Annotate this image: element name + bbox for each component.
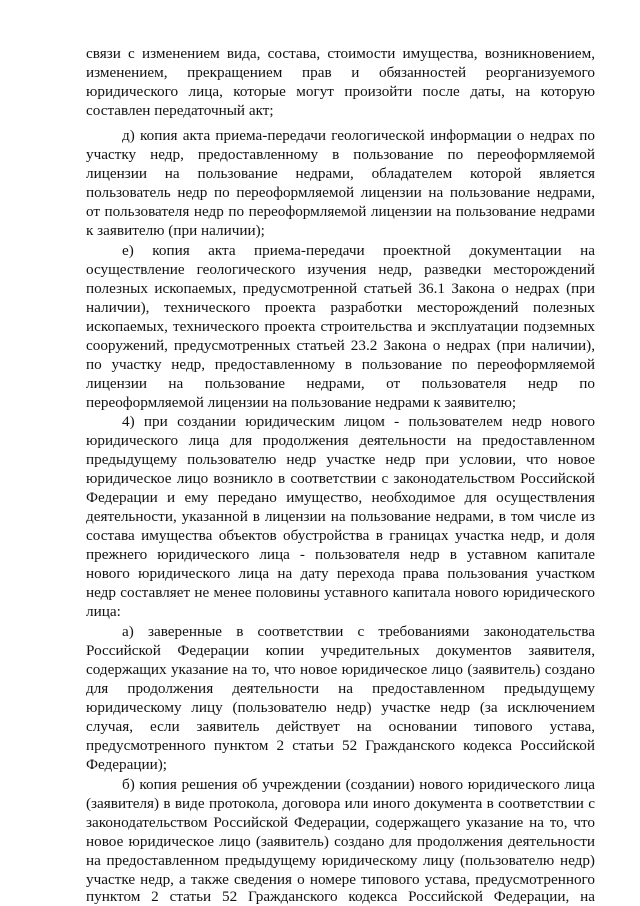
text-line: 4) при создании юридическим лицом - пользователем недр нового <box>122 413 595 430</box>
text-line: юридическому лицу (пользователю недр) участке недр (за исключением <box>86 699 595 716</box>
text-line: сооружений, предусмотренных статьей 23.2 Закона о недрах (при наличии), <box>86 337 595 354</box>
text-line: по участку недр, предоставленному в пользование по переоформляемой <box>86 356 595 373</box>
text-line: от пользователя недр по переоформляемой лицензии на пользование недрами <box>86 203 595 220</box>
text-line: а) заверенные в соответствии с требованиями законодательства <box>122 623 595 640</box>
text-line: предыдущему пользователю недр участке недр при условии, что новое <box>86 451 595 468</box>
text-line: Федерации и ему передано имущество, необходимое для осуществления <box>86 489 595 506</box>
text-line: содержащих указание на то, что новое юридическое лицо (заявитель) создано <box>86 661 595 678</box>
text-line: (заявителя) в виде протокола, договора или иного документа в соответствии с <box>86 795 595 812</box>
text-line: пунктом 2 статьи 52 Гражданского кодекса Российской Федерации, на <box>86 888 595 905</box>
text-line: д) копия акта приема-передачи геологической информации о недрах по <box>122 127 595 144</box>
text-line: Российской Федерации копии учредительных документов заявителя, <box>86 642 595 659</box>
text-line: осуществление геологического изучения недр, разведки месторождений <box>86 261 595 278</box>
text-line: полезных ископаемых, предусмотренной статьей 36.1 Закона о недрах (при <box>86 280 595 297</box>
text-line: переоформляемой лицензии на пользование недрами к заявителю; <box>86 394 517 411</box>
text-line: пользователь недр по переоформляемой лицензии на пользование недрами, <box>86 184 595 201</box>
text-line: составлен передаточный акт; <box>86 102 274 119</box>
text-line: лицензии на пользование недрами, от пользователя недр по <box>86 375 595 392</box>
text-line: наличии), технического проекта разработки месторождений полезных <box>86 299 595 316</box>
text-line: участку недр, предоставленному в пользование по переоформляемой <box>86 146 595 163</box>
text-line: предусмотренного пунктом 2 статьи 52 Гражданского кодекса Российской <box>86 737 595 754</box>
text-line: юридического лица, которые могут произойти после даты, на которую <box>86 83 595 100</box>
text-line: нового юридического лица на дату перехода права пользования участком <box>86 565 595 582</box>
text-line: связи с изменением вида, состава, стоимости имущества, возникновением, <box>86 45 595 62</box>
text-line: юридического лица для продолжения деятельности на предоставленном <box>86 432 595 449</box>
text-line: случая, если заявитель действует на основании типового устава, <box>86 718 595 735</box>
text-line: на предоставленном предыдущему юридическому лицу (пользователю недр) <box>86 852 595 869</box>
text-line: ископаемых, технического проекта строительства и эксплуатации подземных <box>86 318 595 335</box>
text-line: новое юридическое лицо (заявитель) создано для продолжения деятельности <box>86 833 595 850</box>
text-line: лица: <box>86 603 121 620</box>
text-line: б) копия решения об учреждении (создании) нового юридического лица <box>122 776 595 793</box>
text-line: юридическое лицо возникло в соответствии с законодательством Российской <box>86 470 595 487</box>
text-line: е) копия акта приема-передачи проектной документации на <box>122 242 595 259</box>
text-line: для продолжения деятельности на предоставленном предыдущему <box>86 680 595 697</box>
text-line: недр составляет не менее половины уставного капитала нового юридического <box>86 584 595 601</box>
text-line: к заявителю (при наличии); <box>86 222 265 239</box>
text-line: прежнего юридического лица - пользователя недр в уставном капитале <box>86 546 595 563</box>
text-line: лицензии на пользование недрами, обладателем которой является <box>86 165 595 182</box>
text-line: состава имущества объектов обустройства в границах участка недр, и доля <box>86 527 595 544</box>
text-line: Федерации); <box>86 756 168 773</box>
text-line: участке недр, а также сведения о номере типового устава, предусмотренного <box>86 871 595 888</box>
text-line: изменением, прекращением прав и обязанностей реорганизуемого <box>86 64 595 81</box>
text-line: деятельности, указанной в лицензии на пользование недрами, в том числе из <box>86 508 595 525</box>
text-line: законодательством Российской Федерации, содержащего указание на то, что <box>86 814 595 831</box>
